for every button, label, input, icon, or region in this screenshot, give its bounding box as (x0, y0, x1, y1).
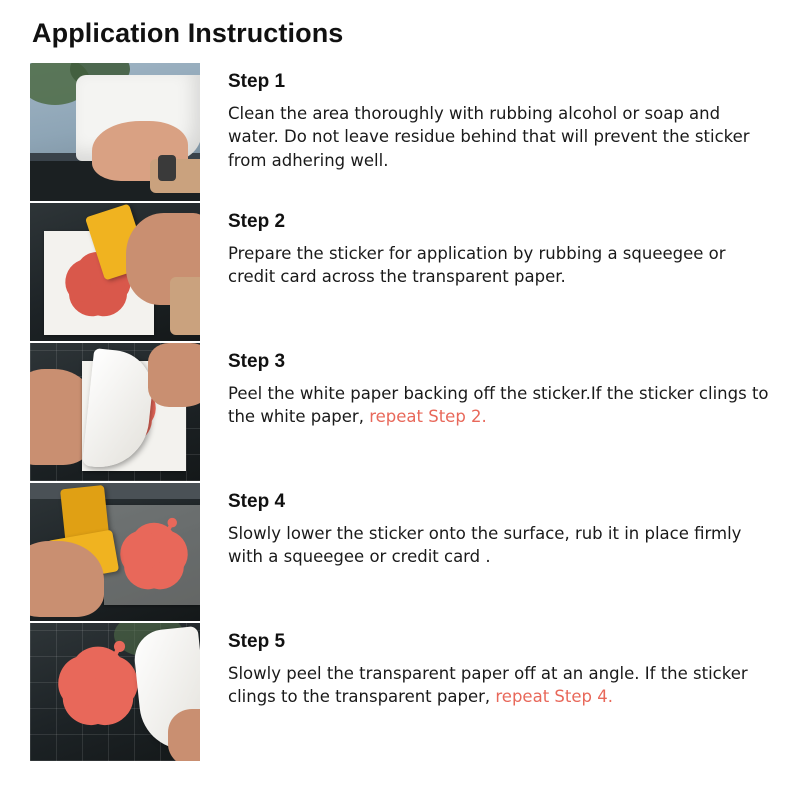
step-description (228, 102, 770, 172)
step-label: Step 2 (228, 211, 286, 232)
step-label: Step 3 (228, 351, 286, 372)
step-text-block (200, 63, 770, 172)
list-item (30, 343, 770, 481)
wrist-shape (170, 277, 200, 335)
step-text-run: Slowly lower the sticker onto the surface, rub it in place firmly with a squeegee or credit card . (228, 524, 742, 567)
watch-shape (158, 155, 176, 181)
step-text-run: Prepare the sticker for application by rubbing a squeegee or credit card across the transparent paper. (228, 244, 726, 287)
step-text-run: Peel the white paper backing off the sticker.If the sticker clings to the white paper, (228, 384, 769, 427)
page-title: Application Instructions (32, 18, 344, 48)
car-trim (30, 483, 200, 499)
step-description (228, 522, 770, 569)
hibiscus-decal (46, 635, 149, 738)
step-text-block (200, 343, 770, 429)
photo-peeling-transparent-paper-at-angle (30, 623, 200, 761)
step-label: Step 1 (228, 71, 286, 92)
hand-shape (148, 343, 200, 407)
hibiscus-decal (110, 513, 197, 600)
list-item (30, 203, 770, 341)
photo-rubbing-squeegee-on-transfer-paper (30, 203, 200, 341)
step-text-block (200, 203, 770, 289)
step-text-accent: repeat Step 2. (369, 407, 487, 427)
step-label: Step 5 (228, 631, 286, 652)
photo-peeling-white-backing-paper (30, 343, 200, 481)
step-text-run: Slowly peel the transparent paper off at an angle. If the sticker clings to the transparent paper, (228, 664, 748, 707)
step-description (228, 662, 770, 709)
step-description (228, 242, 770, 289)
step-text-block (200, 623, 770, 709)
list-item (30, 63, 770, 201)
step-label: Step 4 (228, 491, 286, 512)
steps-list (30, 63, 770, 763)
step-description (228, 382, 770, 429)
hand-shape (168, 709, 200, 761)
step-text-run: Clean the area thoroughly with rubbing alcohol or soap and water. Do not leave residue behind that will prevent the sticker from adhering well. (228, 104, 750, 170)
list-item (30, 623, 770, 761)
photo-cleaning-surface-with-cloth (30, 63, 200, 201)
step-text-block (200, 483, 770, 569)
photo-lowering-sticker-onto-surface-with-squeegee (30, 483, 200, 621)
list-item (30, 483, 770, 621)
step-text-accent: repeat Step 4. (495, 687, 613, 707)
